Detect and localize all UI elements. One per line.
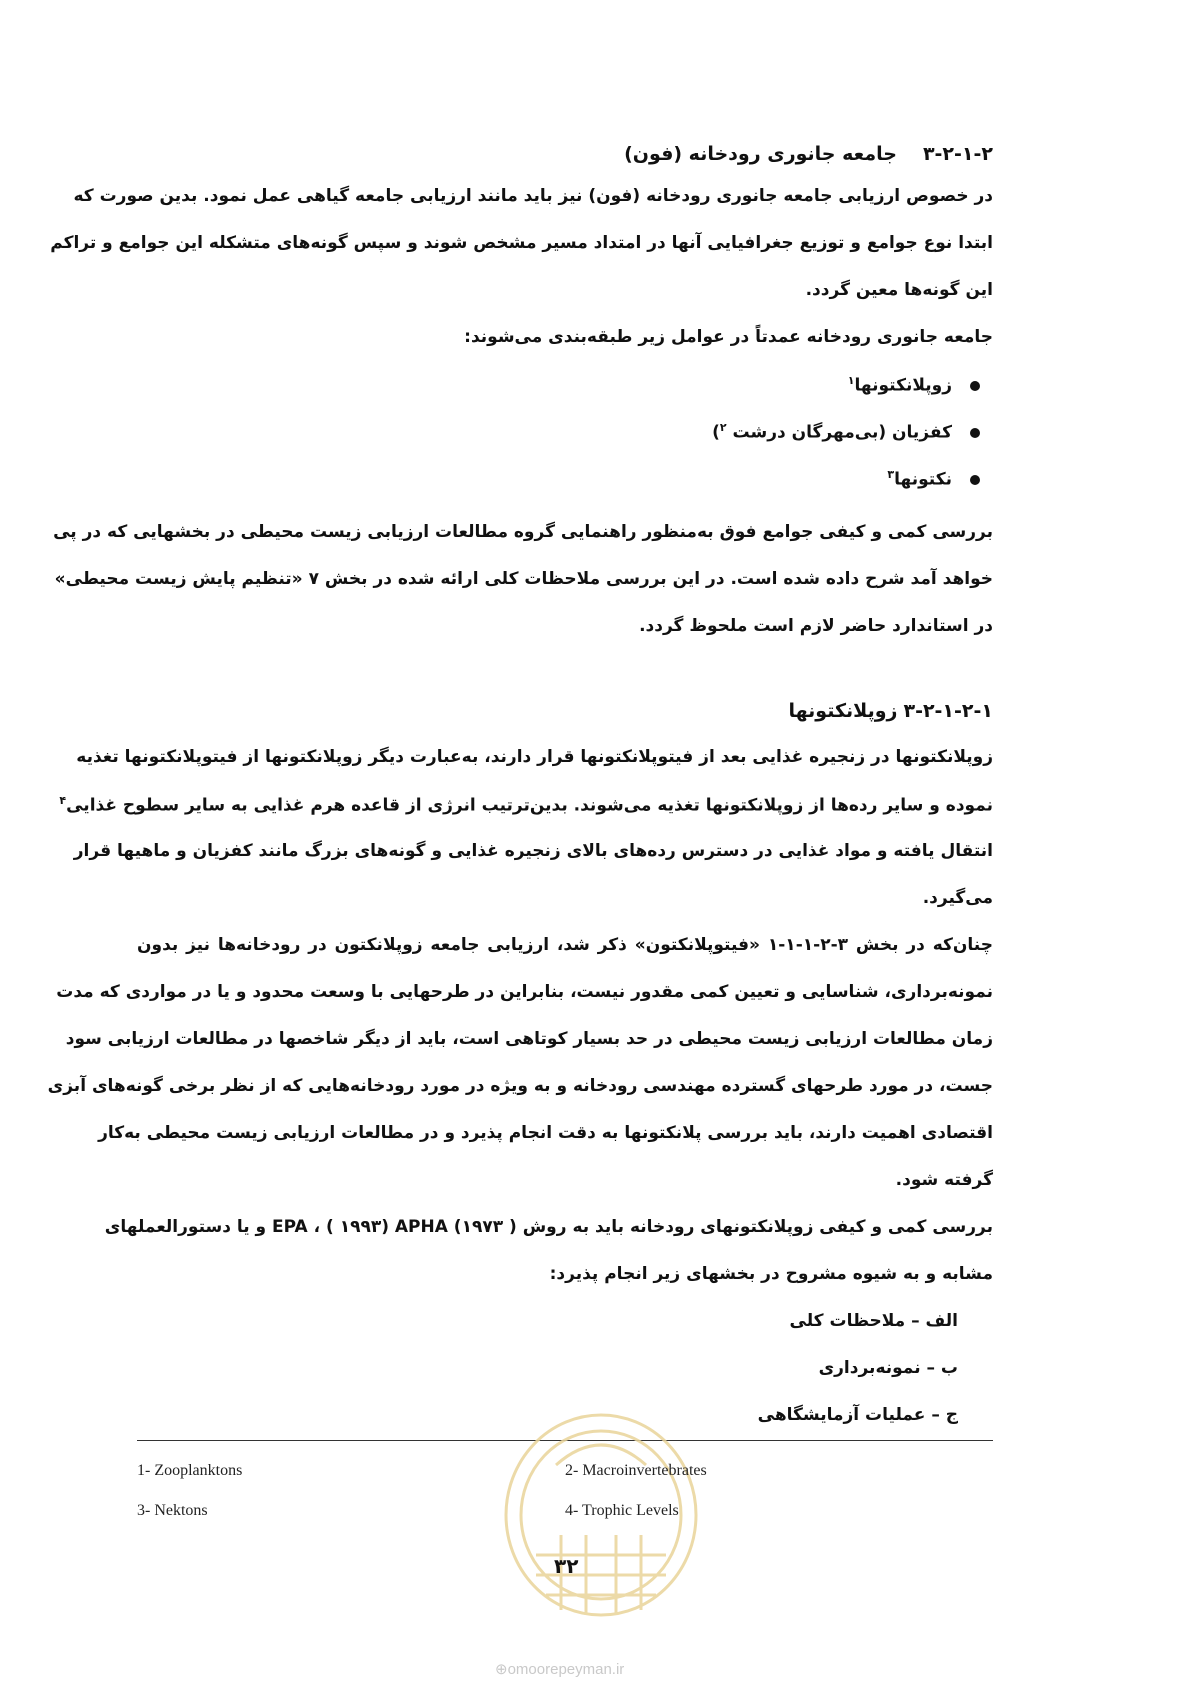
paragraph-line-text: نموده و سایر رده‌ها از زوپلانکتونها تغذیه می‌شوند. بدین‌ترتیب انرژی از قاعده هرم غذایی به سایر سطوح غذایی (66, 795, 993, 816)
paragraph-line: بررسی کمی و کیفی جوامع فوق به‌منظور راهنمایی گروه مطالعات ارزیابی زیست محیطی در بخشهایی که در پی (53, 522, 993, 542)
bullet-dot (970, 381, 980, 391)
bullet-text: کفزیان (بی‌مهرگان درشت (732, 422, 952, 443)
section-heading-zooplankton (788, 700, 993, 722)
page-number: ۳۲ (554, 1554, 579, 1578)
section-heading-fauna (624, 143, 993, 165)
list-item: ج – عملیات آزمایشگاهی (757, 1405, 958, 1425)
bullet-dot (970, 475, 980, 485)
footnote-ref: ۱ (847, 374, 855, 387)
bullet-text: نکتونها (894, 469, 952, 490)
paragraph-line: در خصوص ارزیابی جامعه جانوری رودخانه (فون) نیز باید مانند ارزیابی جامعه گیاهی عمل نمود. بدین صورت که (73, 186, 993, 206)
paragraph-line: زمان مطالعات ارزیابی زیست محیطی در حد بسیار کوتاهی است، باید از دیگر شاخصها در مطالعات ارزیابی سود (65, 1029, 993, 1049)
section-title: زوپلانکتونها (788, 700, 898, 722)
paragraph-line: خواهد آمد شرح داده شده است. در این بررسی ملاحظات کلی ارائه شده در بخش ۷ «تنظیم پایش زیست محیطی» (54, 569, 993, 589)
paragraph-line: ابتدا نوع جوامع و توزیع جغرافیایی آنها در امتداد مسیر مشخص شوند و سپس گونه‌های متشکله این جوامع و تراکم (50, 233, 993, 253)
paragraph-line: انتقال یافته و مواد غذایی در دسترس رده‌های بالای زنجیره غذایی و گونه‌های بزرگ مانند کفزیان و ماهیها قرار (73, 841, 993, 861)
watermark-site-text: omoorepeyman.ir (507, 1661, 625, 1678)
footnote-ref: ۴ (59, 794, 67, 807)
section-number: ۳-۲-۱-۲ (922, 143, 993, 165)
footnote-1: 1- Zooplanktons (137, 1462, 243, 1479)
globe-icon: ⊕ (495, 1661, 508, 1678)
footnote-4: 4- Trophic Levels (565, 1502, 679, 1519)
list-item: ب – نمونه‌برداری (818, 1358, 958, 1378)
paragraph-line: گرفته شود. (895, 1170, 993, 1190)
section-number: ۳-۲-۱-۲-۱ (903, 700, 993, 722)
paragraph-line: می‌گیرد. (922, 888, 993, 908)
paragraph-line: چنان‌که در بخش ۳-۲-۱-۱-۱ «فیتوپلانکتون» ذکر شد، ارزیابی جامعه زوپلانکتون در رودخانه‌ها نیز بدون (137, 935, 993, 955)
footnote-ref: ۳ (887, 468, 895, 481)
bullet-item (887, 468, 980, 490)
list-item: الف – ملاحظات کلی (789, 1311, 958, 1331)
bullet-dot (970, 428, 980, 438)
bullet-item (848, 374, 980, 396)
paragraph-line: در استاندارد حاضر لازم است ملحوظ گردد. (639, 616, 993, 636)
footnote-3: 3- Nektons (137, 1502, 208, 1519)
bullet-text-tail: ) (712, 422, 720, 443)
paragraph-line: جست، در مورد طرحهای گسترده مهندسی رودخانه و به ویژه در مورد رودخانه‌هایی که از نظر برخی گونه‌های آبزی (47, 1076, 993, 1096)
bullet-text: زوپلانکتونها (854, 375, 952, 396)
paragraph-line (59, 794, 993, 816)
paragraph-line: اقتصادی اهمیت دارند، باید بررسی پلانکتونها به دقت انجام پذیرد و در مطالعات ارزیابی زیست محیطی به‌کار (98, 1123, 993, 1143)
paragraph-line: نمونه‌برداری، شناسایی و تعیین کمی مقدور نیست، بنابراین در طرحهایی با وسعت محدود و یا در مواردی که مدت (56, 982, 993, 1002)
paragraph-line: بررسی کمی و کیفی زوپلانکتونهای رودخانه باید به روش ( ۱۹۷۳) EPA ، ( ۱۹۹۳) APHA و یا دستورالعملهای (104, 1217, 993, 1237)
bullet-item (712, 421, 980, 443)
watermark-seal-icon (466, 1405, 736, 1635)
paragraph-line: مشابه و به شیوه مشروح در بخشهای زیر انجام پذیرد: (549, 1264, 993, 1284)
footnote-2: 2- Macroinvertebrates (565, 1462, 707, 1479)
footnote-ref: ۲ (719, 421, 727, 434)
intro-line: جامعه جانوری رودخانه عمدتاً در عوامل زیر طبقه‌بندی می‌شوند: (464, 327, 993, 347)
paragraph-line: زوپلانکتونها در زنجیره غذایی بعد از فیتوپلانکتونها قرار دارند، به‌عبارت دیگر زوپلانکتونها از فیتوپلانکتونها تغذیه (76, 747, 993, 767)
section-title: جامعه جانوری رودخانه (فون) (624, 143, 897, 165)
paragraph-line: این گونه‌ها معین گردد. (805, 280, 993, 300)
watermark-site (495, 1660, 624, 1678)
